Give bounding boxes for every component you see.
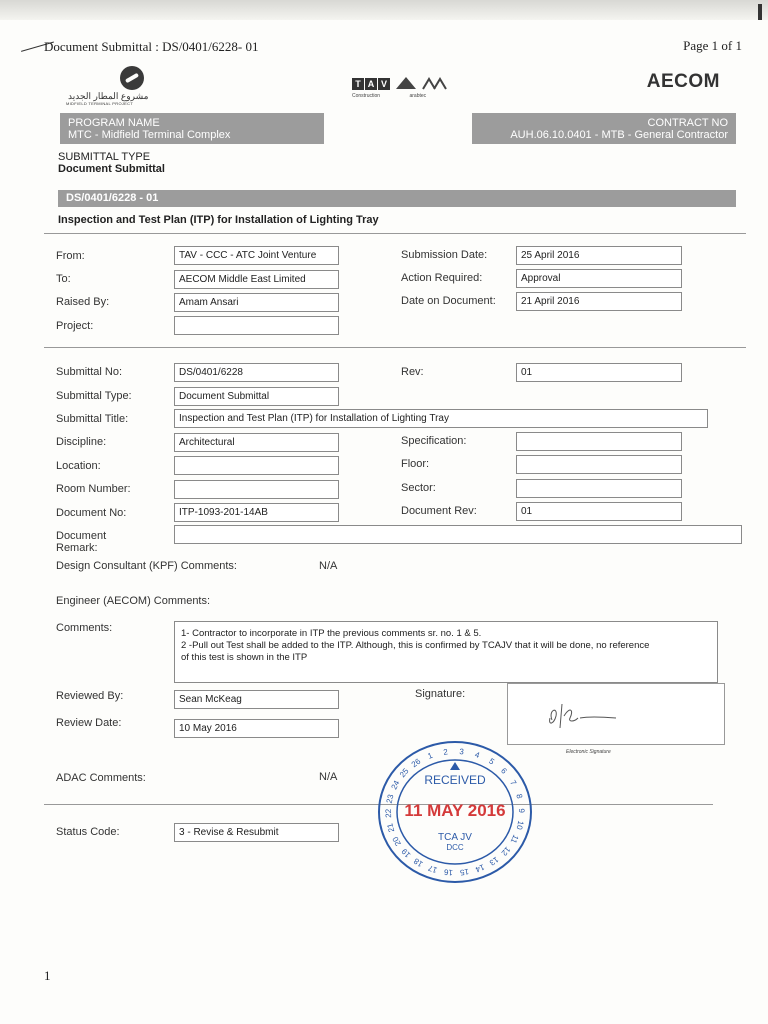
- stamp-ring-number: 19: [399, 846, 413, 860]
- review-date-label: Review Date:: [56, 717, 122, 729]
- comment-line: 2 -Pull out Test shall be added to the ITP. Although, this is confirmed by TCAJV that it will be done, no reference: [181, 640, 650, 651]
- project-field[interactable]: [174, 316, 339, 335]
- from-label: From:: [56, 250, 85, 262]
- tav-letter: A: [365, 78, 377, 90]
- room-number-label: Room Number:: [56, 483, 131, 495]
- discipline-label: Discipline:: [56, 436, 107, 448]
- adac-comments-label: ADAC Comments:: [56, 772, 146, 784]
- stamp-ring-number: 21: [385, 822, 397, 834]
- tav-logo: [352, 74, 448, 99]
- scan-edge: [0, 0, 768, 20]
- submittal-type-label: SUBMITTAL TYPE: [58, 151, 151, 163]
- stamp-arrow-icon: [450, 762, 460, 770]
- stamp-ring-number: 24: [389, 779, 402, 792]
- stamp-ring-number: 9: [516, 808, 527, 814]
- remark-label-line2: Remark:: [56, 542, 98, 554]
- signature-box[interactable]: [507, 683, 725, 745]
- submittal-title-label: Submittal Title:: [56, 413, 129, 425]
- electronic-signature-caption: Electronic Signature: [566, 749, 611, 755]
- comment-line: 1- Contractor to incorporate in ITP the previous comments sr. no. 1 & 5.: [181, 628, 482, 639]
- specification-label: Specification:: [401, 435, 467, 447]
- review-date-field[interactable]: 10 May 2016: [174, 719, 339, 738]
- design-consultant-value: N/A: [319, 560, 338, 572]
- stamp-ring-number: 20: [390, 835, 403, 848]
- arabtec-logo-icon: [422, 76, 448, 90]
- sector-label: Sector:: [401, 482, 436, 494]
- rev-label: Rev:: [401, 366, 424, 378]
- submittal-title-field[interactable]: Inspection and Test Plan (ITP) for Installation of Lighting Tray: [174, 409, 708, 428]
- program-value: MTC - Midfield Terminal Complex: [68, 129, 231, 141]
- arabic-logo-text: مشروع المطار الجديد: [68, 91, 149, 101]
- reference-bar: DS/0401/6228 - 01: [58, 190, 736, 207]
- action-required-label: Action Required:: [401, 272, 483, 284]
- stamp-ring-number: 14: [474, 862, 486, 874]
- reviewed-by-field[interactable]: Sean McKeag: [174, 690, 339, 709]
- tav-construction-text: Construction: [352, 93, 381, 99]
- date-on-document-field[interactable]: 21 April 2016: [516, 292, 682, 311]
- project-label: Project:: [56, 320, 94, 332]
- stamp-ring-number: 11: [508, 833, 521, 845]
- floor-field[interactable]: [516, 455, 682, 474]
- action-required-field[interactable]: Approval: [516, 269, 682, 288]
- stamp-ring-number: 3: [458, 747, 465, 757]
- stamp-ring-number: 18: [412, 856, 425, 869]
- from-field[interactable]: TAV - CCC - ATC Joint Venture: [174, 246, 339, 265]
- comments-label: Comments:: [56, 622, 113, 634]
- date-on-document-label: Date on Document:: [401, 295, 496, 307]
- room-number-field[interactable]: [174, 480, 339, 499]
- stamp-ring-number: 4: [473, 749, 481, 760]
- document-rev-label: Document Rev:: [401, 505, 477, 517]
- status-code-label: Status Code:: [56, 826, 120, 838]
- document-title: Document Submittal : DS/0401/6228- 01: [44, 39, 259, 54]
- raised-by-label: Raised By:: [56, 296, 110, 308]
- stamp-org-sub-text: DCC: [446, 843, 464, 852]
- stamp-ring-number: 17: [427, 863, 439, 875]
- engineer-comments-label: Engineer (AECOM) Comments:: [56, 595, 211, 607]
- to-field[interactable]: AECOM Middle East Limited: [174, 270, 339, 289]
- stamp-ring-number: 8: [514, 792, 525, 800]
- adac-comments-value: N/A: [319, 771, 338, 783]
- contract-value: AUH.06.10.0401 - MTB - General Contractor: [510, 129, 728, 141]
- document-rev-field[interactable]: 01: [516, 502, 682, 521]
- tav-letter: V: [378, 78, 390, 90]
- aecom-logo: AECOM: [646, 71, 720, 92]
- page-number: 1: [44, 968, 51, 983]
- remark-label-line1: Document: [56, 530, 107, 542]
- program-name-bar: [60, 113, 324, 144]
- divider: [44, 347, 746, 348]
- divider: [44, 233, 746, 234]
- scan-mark: [758, 4, 762, 20]
- submission-date-label: Submission Date:: [401, 249, 488, 261]
- stamp-ring-number: 22: [383, 808, 394, 818]
- stamp-ring-number: 10: [514, 819, 526, 831]
- sector-field[interactable]: [516, 479, 682, 498]
- rev-field[interactable]: 01: [516, 363, 682, 382]
- stamp-ring-number: 13: [487, 854, 501, 868]
- signature-scribble-icon: [544, 696, 644, 736]
- specification-field[interactable]: [516, 432, 682, 451]
- midfield-logo-icon: [120, 66, 144, 90]
- arabtec-text: arabtec: [409, 93, 427, 99]
- submittal-no-label: Submittal No:: [56, 366, 123, 378]
- stamp-received-text: RECEIVED: [424, 773, 486, 787]
- submittal-type-label-2: Submittal Type:: [56, 390, 132, 402]
- reviewed-by-label: Reviewed By:: [56, 690, 124, 702]
- submittal-type-field[interactable]: Document Submittal: [174, 387, 339, 406]
- floor-label: Floor:: [401, 458, 430, 470]
- status-code-field[interactable]: 3 - Revise & Resubmit: [174, 823, 339, 842]
- location-field[interactable]: [174, 456, 339, 475]
- comment-line: of this test is shown in the ITP: [181, 652, 308, 663]
- stamp-ring-number: 15: [459, 866, 470, 877]
- received-stamp: [376, 740, 534, 885]
- submission-date-field[interactable]: 25 April 2016: [516, 246, 682, 265]
- document-remark-field[interactable]: [174, 525, 742, 544]
- stamp-ring-number: 26: [409, 756, 423, 770]
- stamp-ring-number: 12: [499, 844, 513, 858]
- design-consultant-label: Design Consultant (KPF) Comments:: [56, 560, 237, 572]
- stamp-date-text: 11 MAY 2016: [404, 801, 506, 820]
- stamp-ring-number: 16: [443, 867, 454, 878]
- signature-label: Signature:: [415, 688, 466, 700]
- stamp-ring-number: 5: [487, 756, 496, 767]
- document-heading: Inspection and Test Plan (ITP) for Installation of Lighting Tray: [58, 214, 379, 226]
- tav-letter: T: [352, 78, 364, 90]
- location-label: Location:: [56, 460, 101, 472]
- stamp-ring-number: 1: [426, 750, 434, 761]
- midfield-logo-text: MIDFIELD TERMINAL PROJECT: [66, 101, 134, 106]
- contract-bar: [472, 113, 736, 144]
- stamp-ring-number: 2: [442, 747, 449, 757]
- stamp-ring-number: 6: [499, 766, 509, 776]
- submittal-no-field[interactable]: DS/0401/6228: [174, 363, 339, 382]
- comments-box[interactable]: [174, 621, 718, 683]
- submittal-type-value: Document Submittal: [58, 163, 165, 175]
- stamp-ring-number: 7: [508, 778, 519, 787]
- stamp-ring-number: 25: [397, 766, 411, 780]
- triangle-logo-icon: [395, 76, 417, 90]
- document-no-field[interactable]: ITP-1093-201-14AB: [174, 503, 339, 522]
- document-remark-label: [56, 530, 106, 554]
- stamp-ring-number: 23: [384, 793, 396, 805]
- raised-by-field[interactable]: Amam Ansari: [174, 293, 339, 312]
- document-no-label: Document No:: [56, 507, 127, 519]
- stamp-org-text: TCA JV: [438, 832, 472, 843]
- to-label: To:: [56, 273, 71, 285]
- program-label: PROGRAM NAME: [68, 117, 160, 129]
- contract-label: CONTRACT NO: [647, 117, 728, 129]
- page-indicator: Page 1 of 1: [683, 38, 742, 53]
- discipline-field[interactable]: Architectural: [174, 433, 339, 452]
